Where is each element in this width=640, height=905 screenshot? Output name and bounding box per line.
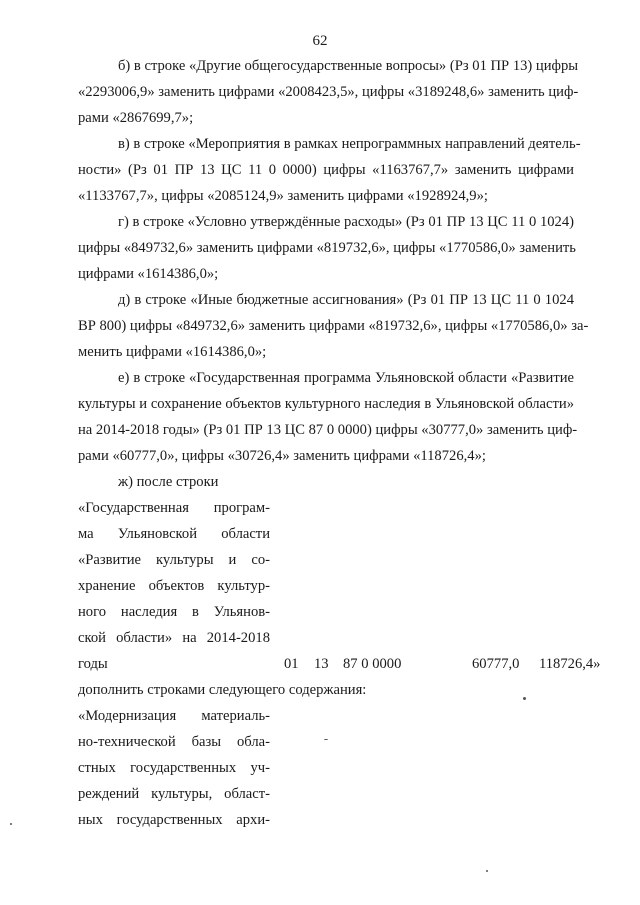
row-pr-code: 13 — [314, 656, 329, 672]
paragraph-b-line-1: б) в строке «Другие общегосударственные вопросы» (Рз 01 ПР 13) цифры — [118, 58, 579, 74]
row-name-line: годы — [78, 656, 108, 672]
row-rz-code: 01 — [284, 656, 299, 672]
new-row-name-line: но-технической базы обла- — [78, 734, 270, 750]
paragraph-e-line-3: на 2014-2018 годы» (Рз 01 ПР 13 ЦС 87 0 0000) цифры «30777,0» заменить циф- — [78, 422, 578, 438]
row-value-1: 60777,0 — [472, 656, 520, 672]
scan-speck — [324, 739, 328, 740]
paragraph-b-line-3: рами «2867699,7»; — [78, 110, 194, 126]
row-name-line: ской области» на 2014-2018 — [78, 630, 270, 646]
row-name-line: «Развитие культуры и со- — [78, 552, 270, 568]
paragraph-e-line-1: е) в строке «Государственная программа Ульяновской области «Развитие — [118, 370, 574, 386]
paragraph-e-line-4: рами «60777,0», цифры «30726,4» заменить цифрами «118726,4»; — [78, 448, 486, 464]
paragraph-g-line-3: цифрами «1614386,0»; — [78, 266, 219, 282]
page-number: 62 — [312, 33, 328, 49]
row-value-2: 118726,4» — [539, 656, 601, 672]
paragraph-e-line-2: культуры и сохранение объектов культурного наследия в Ульяновской области» — [78, 396, 574, 412]
supplement-intro: дополнить строками следующего содержания: — [78, 682, 367, 698]
paragraph-v-line-1: в) в строке «Мероприятия в рамках непрограммных направлений деятель- — [118, 136, 581, 152]
row-name-line: хранение объектов культур- — [78, 578, 270, 594]
new-row-name-line: стных государственных уч- — [78, 760, 270, 776]
paragraph-b-line-2: «2293006,9» заменить цифрами «2008423,5», цифры «3189248,6» заменить циф- — [78, 84, 579, 100]
paragraph-g-line-1: г) в строке «Условно утверждённые расходы» (Рз 01 ПР 13 ЦС 11 0 1024) — [118, 214, 574, 230]
row-name-line: ного наследия в Ульянов- — [78, 604, 270, 620]
row-name-line: ма Ульяновской области — [78, 526, 270, 542]
paragraph-v-line-3: «1133767,7», цифры «2085124,9» заменить цифрами «1928924,9»; — [78, 188, 488, 204]
new-row-name-line: реждений культуры, област- — [78, 786, 270, 802]
row-name-line: «Государственная програм- — [78, 500, 270, 516]
paragraph-d-line-3: менить цифрами «1614386,0»; — [78, 344, 267, 360]
scan-speck — [10, 823, 12, 825]
paragraph-zh-line-1: ж) после строки — [118, 474, 219, 490]
paragraph-g-line-2: цифры «849732,6» заменить цифрами «819732,6», цифры «1770586,0» заменить — [78, 240, 576, 256]
paragraph-v-line-2: ности» (Рз 01 ПР 13 ЦС 11 0 0000) цифры «1163767,7» заменить цифрами — [78, 162, 574, 178]
scan-speck — [486, 870, 488, 872]
paragraph-d-line-1: д) в строке «Иные бюджетные ассигнования» (Рз 01 ПР 13 ЦС 11 0 1024 — [118, 292, 574, 308]
scan-speck — [523, 697, 526, 700]
paragraph-d-line-2: ВР 800) цифры «849732,6» заменить цифрами «819732,6», цифры «1770586,0» за- — [78, 318, 589, 334]
new-row-name-line: ных государственных архи- — [78, 812, 270, 828]
new-row-name-line: «Модернизация материаль- — [78, 708, 270, 724]
row-cs-code: 87 0 0000 — [343, 656, 402, 672]
